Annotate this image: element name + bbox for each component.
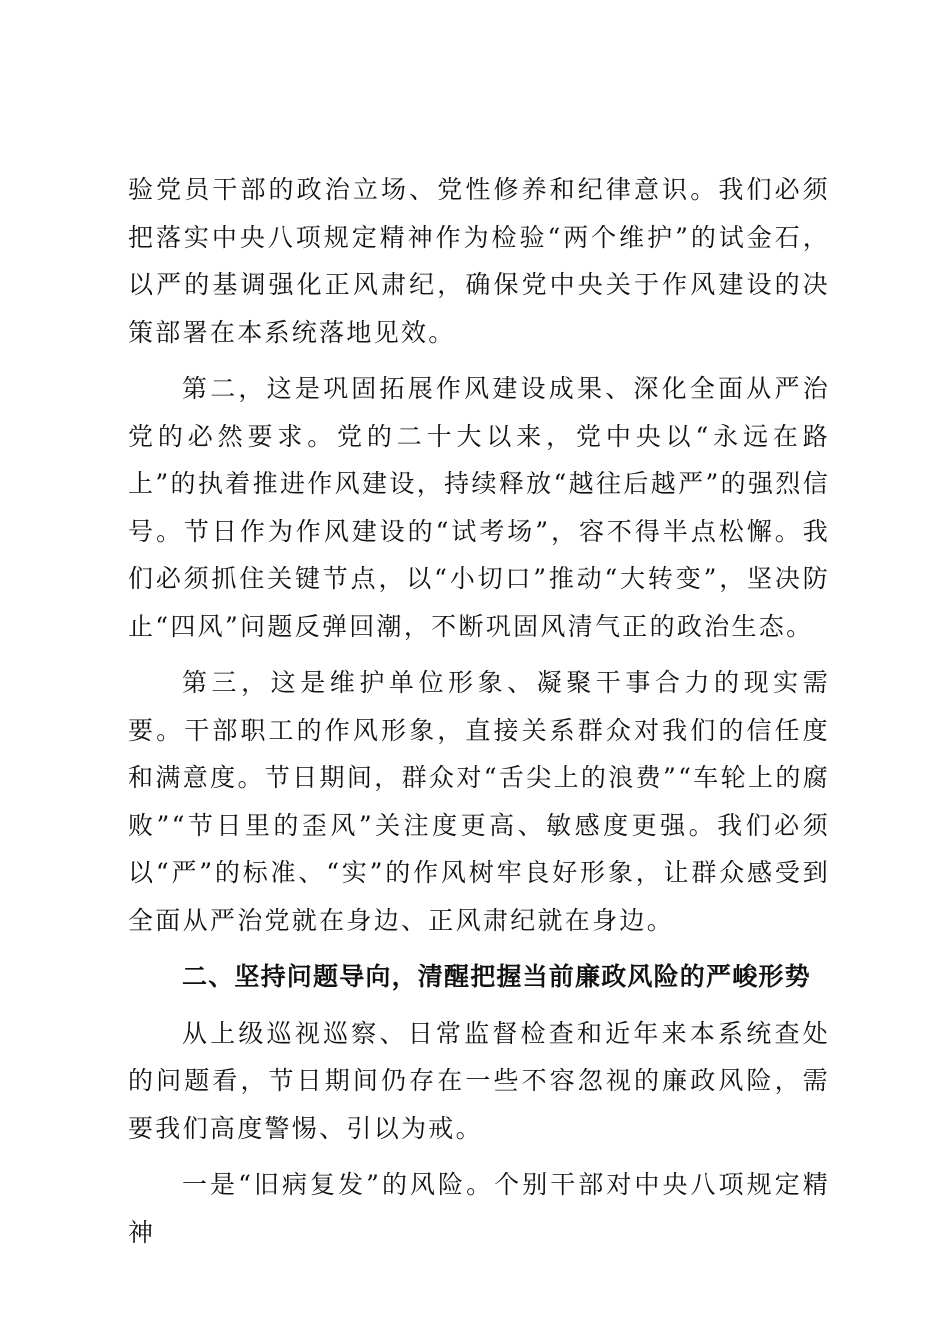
paragraph-second-point: 第二，这是巩固拓展作风建设成果、深化全面从严治党的必然要求。党的二十大以来，党中央以“永远在路上”的执着推进作风建设，持续释放“越往后越严”的强烈信号。节日作为作风建设的“试考场”，容不得半点松懈。我们必须抓住关键节点，以“小切口”推动“大转变”，坚决防止“四风”问题反弹回潮，不断巩固风清气正的政治生态。 [128,374,830,641]
paragraph-first-risk: 一是“旧病复发”的风险。个别干部对中央八项规定精神 [128,1170,830,1247]
section-heading: 二、坚持问题导向，清醒把握当前廉政风险的严峻形势 [182,962,811,991]
paragraph-continued: 验党员干部的政治立场、党性修养和纪律意识。我们必须把落实中央八项规定精神作为检验“两个维护”的试金石，以严的基调强化正风肃纪，确保党中央关于作风建设的决策部署在本系统落地见效。 [128,175,830,347]
document-body [128,166,830,1265]
paragraph-section-intro: 从上级巡视巡察、日常监督检查和近年来本系统查处的问题看，节日期间仍存在一些不容忽视的廉政风险，需要我们高度警惕、引以为戒。 [128,1018,830,1143]
paragraph-third-point: 第三，这是维护单位形象、凝聚干事合力的现实需要。干部职工的作风形象，直接关系群众对我们的信任度和满意度。节日期间，群众对“舌尖上的浪费”“车轮上的腐败”“节日里的歪风”关注度更高、敏感度更强。我们必须以“严”的标准、“实”的作风树牢良好形象，让群众感受到全面从严治党就在身边、正风肃纪就在身边。 [128,668,830,935]
